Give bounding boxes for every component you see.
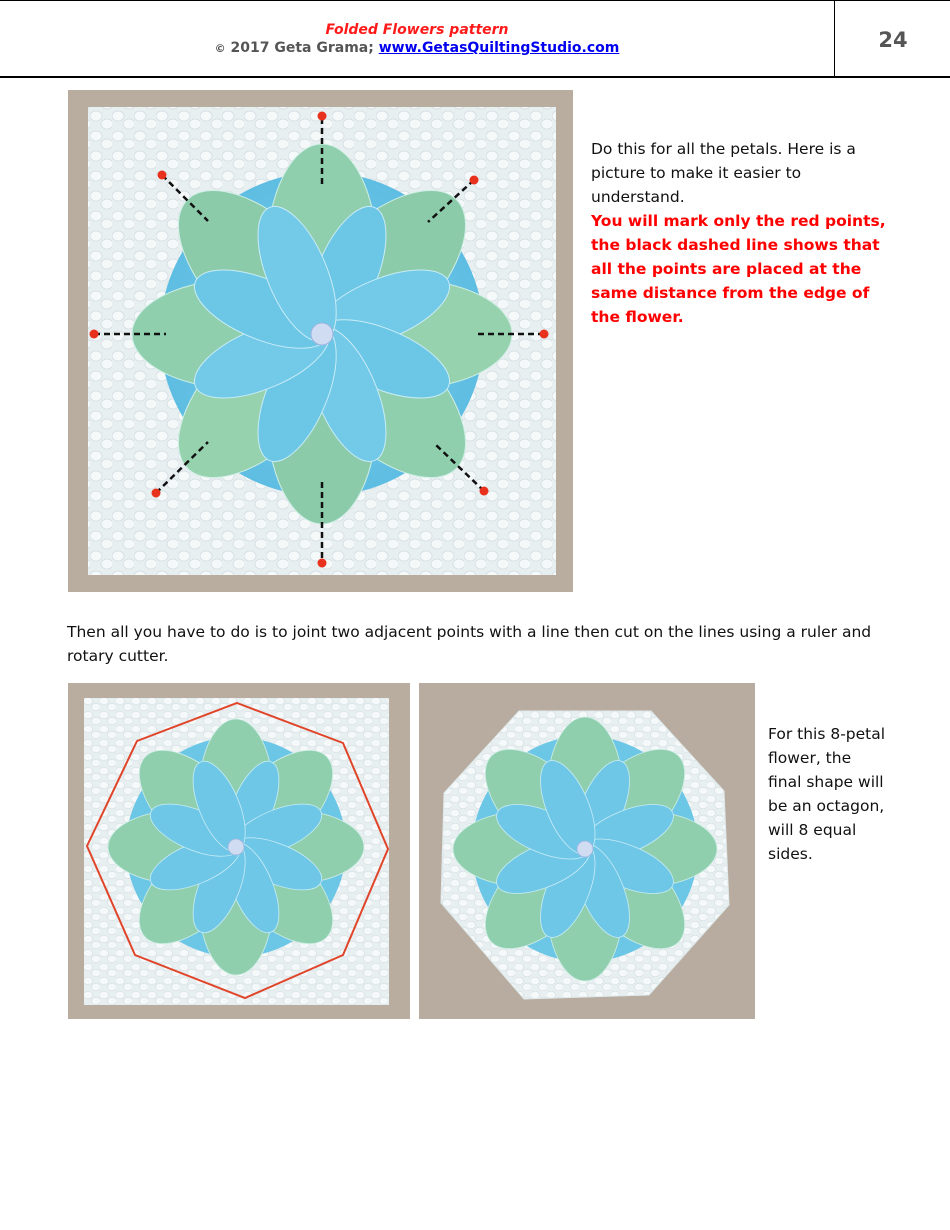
page-number: 24	[878, 28, 908, 52]
document-title: Folded Flowers pattern	[325, 22, 509, 38]
button-center	[311, 323, 333, 345]
header-title-cell	[0, 1, 835, 77]
instruction-paragraph: Do this for all the petals. Here is a picture to make it easier to understand.	[591, 140, 856, 206]
octagon-marked-photo	[68, 683, 410, 1019]
quilt-block-illustration	[68, 90, 573, 592]
page-header	[0, 0, 950, 78]
instruction-text-1	[591, 137, 891, 329]
instruction-emphasis: You will mark only the red points, the black dashed line shows that all the points are placed at the same distance from the edge of the flower.	[591, 212, 886, 326]
copyright-icon: ©	[214, 42, 226, 55]
marked-flower-photo	[68, 90, 573, 592]
copyright-line	[0, 40, 834, 56]
website-link[interactable]: www.GetasQuiltingStudio.com	[378, 40, 620, 56]
instruction-text-3: For this 8-petal flower, the final shape will be an octagon, will 8 equal sides.	[768, 725, 886, 863]
finished-octagon-photo	[419, 683, 755, 1019]
instruction-text-2: Then all you have to do is to joint two adjacent points with a line then cut on the lines using a ruler and rotary cutter.	[67, 623, 872, 665]
copyright-text: 2017 Geta Grama;	[230, 40, 374, 56]
